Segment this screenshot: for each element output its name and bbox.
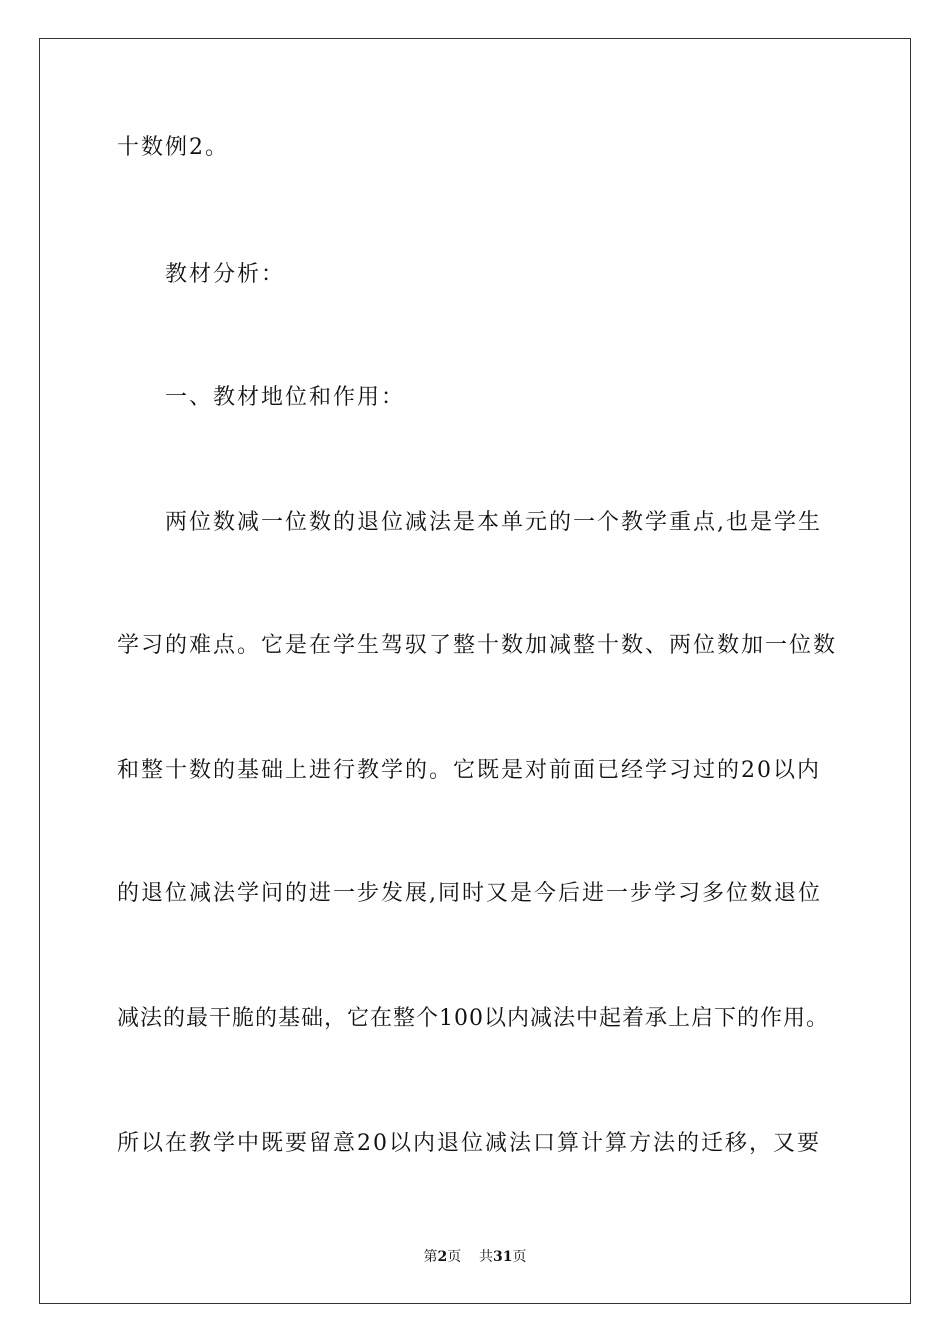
- page-border: [39, 38, 911, 1304]
- text-line-5: 学习的难点。它是在学生驾驭了整十数加减整十数、两位数加一位数: [117, 633, 838, 658]
- total-prefix: 共: [479, 1249, 494, 1265]
- page-prefix: 第: [423, 1249, 438, 1265]
- text-line-2: 教材分析：: [165, 262, 286, 287]
- page-suffix: 页: [447, 1249, 462, 1265]
- page-number: 2: [437, 1249, 448, 1265]
- page-footer: [0, 1247, 950, 1267]
- text-line-8: 减法的最干脆的基础，它在整个100以内减法中起着承上启下的作用。: [117, 1006, 829, 1031]
- text-line-7: 的退位减法学问的进一步发展,同时又是今后进一步学习多位数退位: [117, 881, 822, 906]
- text-line-1: 十数例2。: [117, 135, 229, 160]
- text-line-6: 和整十数的基础上进行教学的。它既是对前面已经学习过的20以内: [117, 758, 821, 783]
- text-line-4: 两位数减一位数的退位减法是本单元的一个教学重点,也是学生: [165, 510, 822, 535]
- total-pages: 31: [493, 1249, 513, 1265]
- text-line-9: 所以在教学中既要留意20以内退位减法口算计算方法的迁移，又要: [117, 1131, 821, 1156]
- text-line-3: 一、教材地位和作用：: [165, 385, 406, 410]
- total-suffix: 页: [512, 1249, 527, 1265]
